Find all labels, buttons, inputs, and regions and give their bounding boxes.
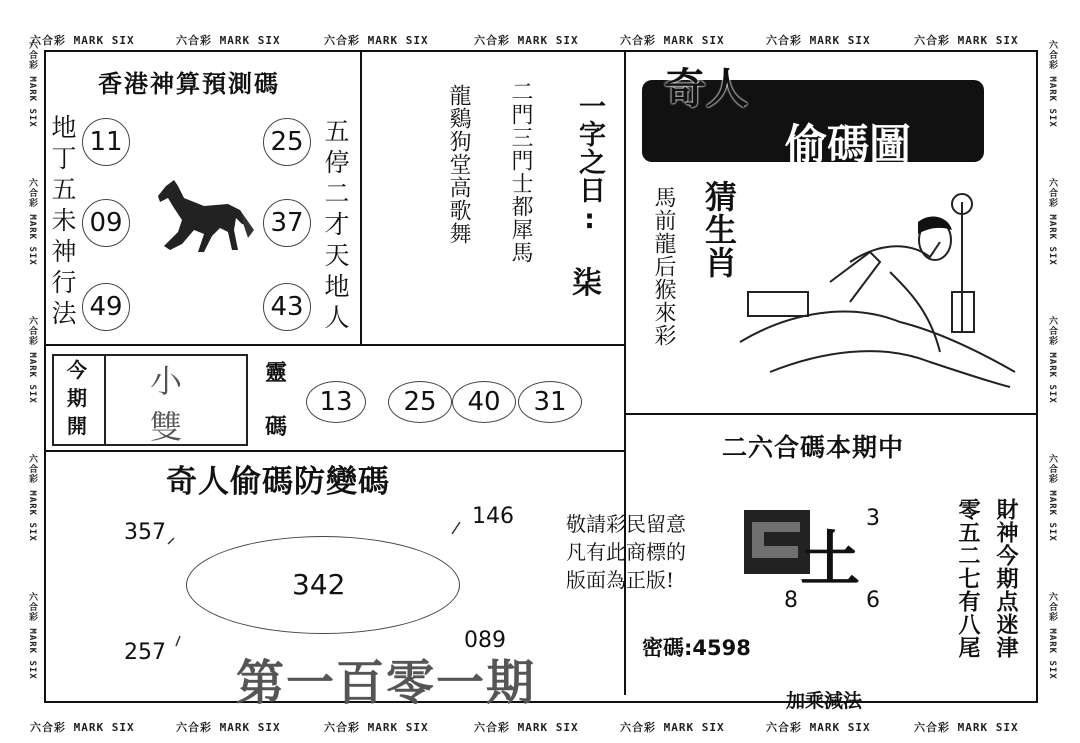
border-band-label: 六合彩 MARK SIX [324, 721, 429, 734]
border-band-label: 六合彩 MARK SIX [30, 721, 135, 734]
spirit-label-1: 靈 [265, 361, 288, 386]
border-band-label: 六合彩 MARK SIX [620, 34, 725, 47]
number-circle: 49 [82, 283, 130, 331]
border-band-label: 六合彩 MARK SIX [324, 34, 429, 47]
border-band-label: 六合彩 MARK SIX [27, 178, 37, 266]
horse-illustration [142, 176, 254, 266]
divider-v1 [360, 50, 362, 346]
frame-right [1036, 50, 1038, 702]
spirit-number: 31 [518, 381, 582, 423]
thief-title-1: 奇人 [664, 64, 749, 113]
border-band-label: 六合彩 MARK SIX [620, 721, 725, 734]
border-band-label: 六合彩 MARK SIX [27, 454, 37, 542]
wealth-verse: 財神今期点迷津 [993, 498, 1019, 659]
zodiac-verse: 馬前龍后猴來彩 [651, 186, 676, 347]
border-band-label: 六合彩 MARK SIX [27, 40, 37, 128]
thief-title-2: 偷碼圖 [785, 120, 912, 169]
border-band-label: 六合彩 MARK SIX [766, 34, 871, 47]
number-circle: 09 [82, 199, 130, 247]
scholar-illustration [730, 182, 1020, 392]
number-circle: 11 [82, 118, 130, 166]
issue-number: 第一百零一期 [236, 655, 537, 711]
one-char-value: 柒 [572, 266, 602, 301]
number-top-right: 146 [472, 504, 514, 529]
tail-verse: 零五二七有八尾 [955, 498, 981, 659]
divider-v2 [624, 50, 626, 695]
arrow-lines [160, 508, 480, 648]
earth-character: 土 [800, 525, 860, 595]
frame-top [44, 50, 1038, 52]
spirit-number: 25 [388, 381, 452, 423]
border-band-label: 六合彩 MARK SIX [1047, 178, 1057, 266]
left-verse: 地 丁 五 未 神 行 法 [51, 113, 77, 328]
border-band-label: 六合彩 MARK SIX [1047, 316, 1057, 404]
verse-column-1: 龍鷄狗堂高歌舞 [446, 84, 471, 245]
center-number: 342 [292, 568, 346, 601]
number-top-left: 357 [124, 520, 166, 545]
border-band-label: 六合彩 MARK SIX [474, 34, 579, 47]
one-char-label: 一字之日: [574, 92, 605, 236]
right-verse: 五 停 二 才 天 地 人 [324, 117, 350, 332]
number-circle: 43 [263, 283, 311, 331]
spirit-number: 40 [452, 381, 516, 423]
number-circle: 25 [263, 118, 311, 166]
method-label: 加乘減法 [786, 690, 863, 712]
border-band-label: 六合彩 MARK SIX [27, 316, 37, 404]
period-label: 今 期 開 [67, 358, 87, 438]
frame-left [44, 50, 46, 702]
border-band-label: 六合彩 MARK SIX [914, 34, 1019, 47]
border-band-label: 六合彩 MARK SIX [1047, 454, 1057, 542]
divider-h1 [44, 344, 626, 346]
spirit-label-2: 碼 [265, 415, 288, 440]
digit-8: 8 [784, 588, 798, 613]
verse-column-2: 二門三門士都犀馬 [508, 80, 533, 264]
divider-h2 [44, 450, 626, 452]
anti-change-title: 奇人偷碼防變碼 [166, 464, 390, 500]
border-band-label: 六合彩 MARK SIX [914, 721, 1019, 734]
number-bottom-left: 257 [124, 640, 166, 665]
secret-code: 密碼:4598 [642, 636, 751, 660]
spirit-number: 13 [306, 381, 366, 423]
frame-bottom [44, 701, 1038, 703]
number-circle: 37 [263, 199, 311, 247]
divider-h3 [624, 413, 1038, 415]
prediction-title: 香港神算預測碼 [98, 70, 280, 98]
border-band-label: 六合彩 MARK SIX [30, 34, 135, 47]
border-band-label: 六合彩 MARK SIX [176, 34, 281, 47]
border-band-label: 六合彩 MARK SIX [766, 721, 871, 734]
size-small: 小 [150, 362, 183, 400]
hit-title: 二六合碼本期中 [722, 433, 905, 462]
digit-3: 3 [866, 506, 880, 531]
border-band-label: 六合彩 MARK SIX [1047, 592, 1057, 680]
size-even: 雙 [150, 408, 183, 446]
border-band-label: 六合彩 MARK SIX [176, 721, 281, 734]
border-band-label: 六合彩 MARK SIX [1047, 40, 1057, 128]
border-band-label: 六合彩 MARK SIX [474, 721, 579, 734]
border-band-label: 六合彩 MARK SIX [27, 592, 37, 680]
digit-6: 6 [866, 588, 880, 613]
number-bottom-right: 089 [464, 628, 506, 653]
authenticity-notice: 敬請彩民留意 凡有此商標的 版面為正版! [566, 512, 686, 592]
guess-zodiac-label: 猜生肖 [700, 180, 738, 279]
